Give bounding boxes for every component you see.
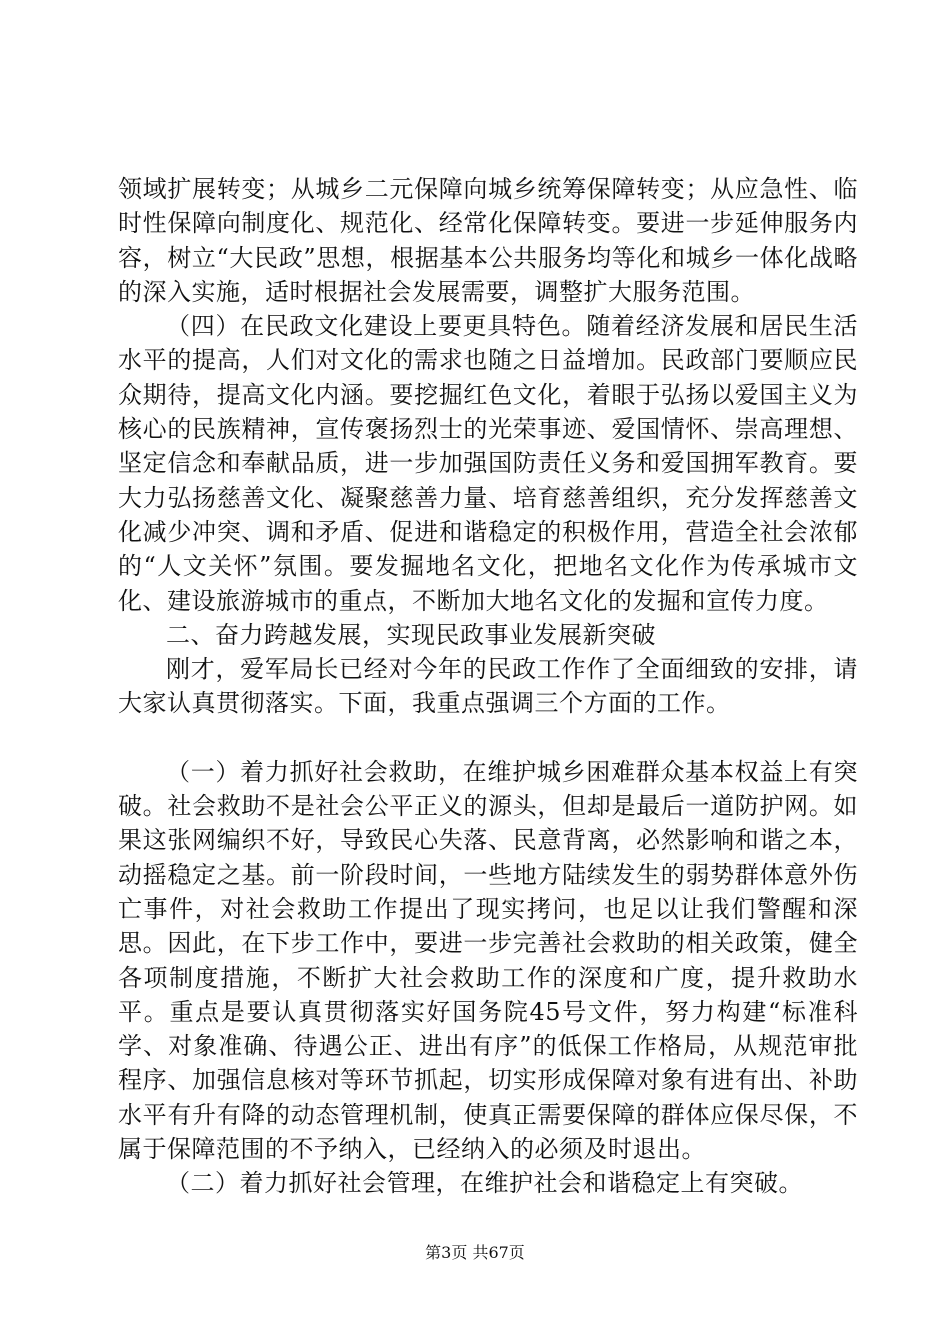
paragraph-gap <box>118 721 858 755</box>
paragraph-section-four: （四）在民政文化建设上要更具特色。随着经济发展和居民生活水平的提高，人们对文化的需求也随之日益增加。民政部门要顺应民众期待，提高文化内涵。要挖掘红色文化，着眼于弘扬以爱国主义为核心的民族精神，宣传褒扬烈士的光荣事迹、爱国情怀、崇高理想、坚定信念和奉献品质，进一步加强国防责任义务和爱国拥军教育。要大力弘扬慈善文化、凝聚慈善力量、培育慈善组织，充分发挥慈善文化减少冲突、调和矛盾、促进和谐稳定的积极作用，营造全社会浓郁的“人文关怀”氛围。要发掘地名文化，把地名文化作为传承城市文化、建设旅游城市的重点，不断加大地名文化的发掘和宣传力度。 <box>118 312 858 615</box>
paragraph-continuation: 领域扩展转变；从城乡二元保障向城乡统筹保障转变；从应急性、临时性保障向制度化、规范化、经常化保障转变。要进一步延伸服务内容，树立“大民政”思想，根据基本公共服务均等化和城乡一体化战略的深入实施，适时根据社会发展需要，调整扩大服务范围。 <box>118 175 858 306</box>
page-footer: 第3页 共67页 <box>425 1243 525 1262</box>
paragraph-intro: 刚才，爱军局长已经对今年的民政工作作了全面细致的安排，请大家认真贯彻落实。下面，我重点强调三个方面的工作。 <box>118 655 858 718</box>
section-heading-two: 二、奋力跨越发展，实现民政事业发展新突破 <box>166 620 656 649</box>
document-body <box>118 172 858 1201</box>
paragraph-section-two: （二）着力抓好社会管理，在维护社会和谐稳定上有突破。 <box>166 1169 803 1198</box>
paragraph-section-one: （一）着力抓好社会救助，在维护城乡困难群众基本权益上有突破。社会救助不是社会公平正义的源头，但却是最后一道防护网。如果这张网编织不好，导致民心失落、民意背离，必然影响和谐之本，动摇稳定之基。前一阶段时间，一些地方陆续发生的弱势群体意外伤亡事件，对社会救助工作提出了现实拷问，也足以让我们警醒和深思。因此，在下步工作中，要进一步完善社会救助的相关政策，健全各项制度措施，不断扩大社会救助工作的深度和广度，提升救助水平。重点是要认真贯彻落实好国务院45号文件，努力构建“标准科学、对象准确、待遇公正、进出有序”的低保工作格局，从规范审批程序、加强信息核对等环节抓起，切实形成保障对象有进有出、补助水平有升有降的动态管理机制，使真正需要保障的群体应保尽保，不属于保障范围的不予纳入，已经纳入的必须及时退出。 <box>118 757 858 1164</box>
